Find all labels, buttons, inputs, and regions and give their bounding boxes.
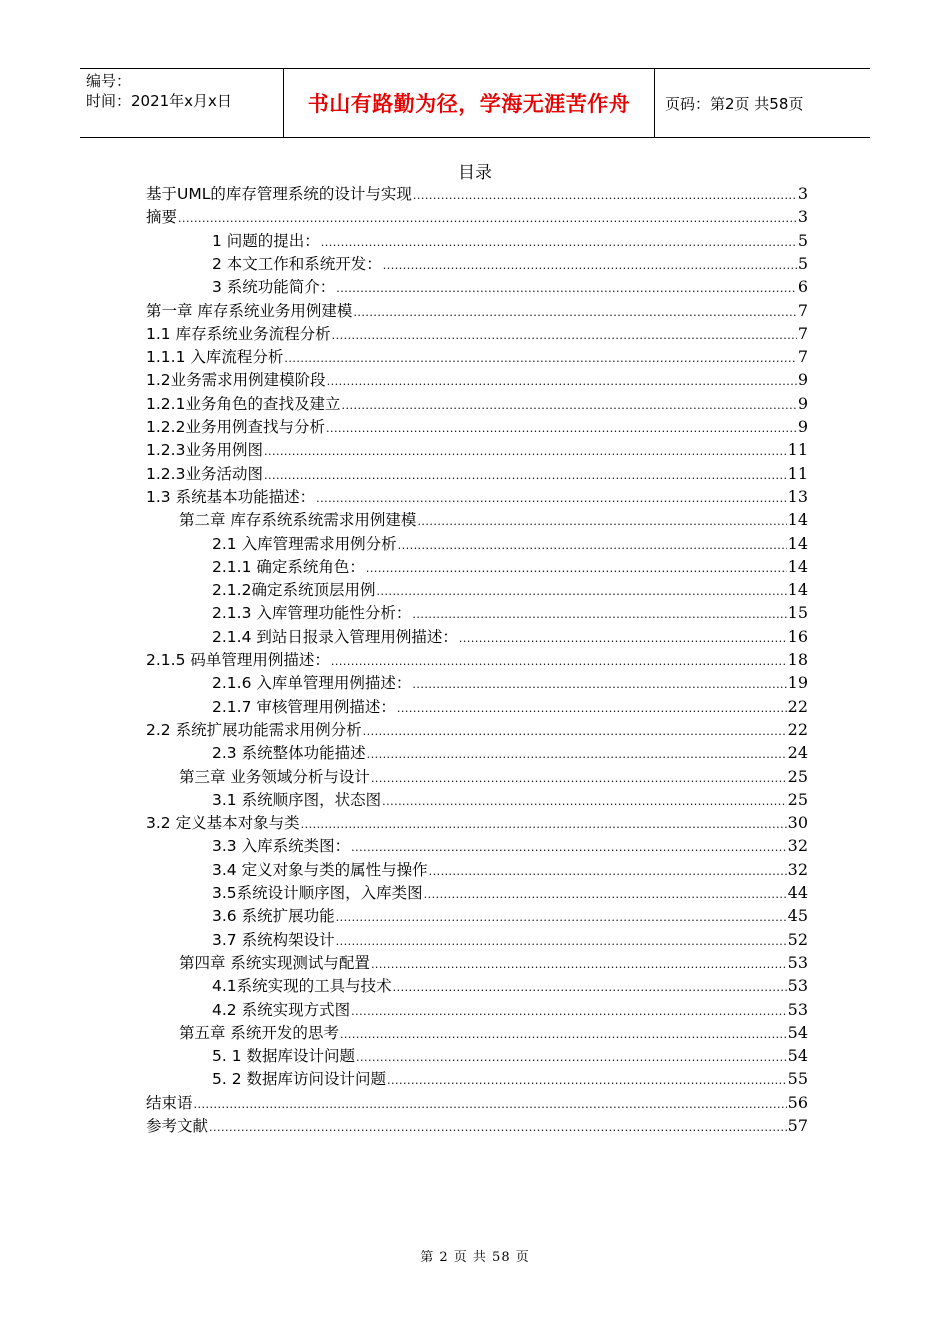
toc-leader [398, 534, 787, 557]
toc-title: 目录 [458, 163, 492, 183]
toc-entry[interactable] [146, 1114, 808, 1137]
toc-leader [367, 743, 787, 766]
toc-entry-label: 1.1 库存系统业务流程分析 [146, 324, 331, 343]
toc-leader [336, 930, 787, 953]
toc-entry[interactable] [212, 532, 808, 555]
toc-entry[interactable] [212, 858, 808, 881]
toc-leader [178, 207, 797, 230]
toc-entry-page: 18 [787, 650, 808, 669]
header-number-label: 编号： [86, 72, 132, 90]
toc-entry[interactable] [146, 322, 808, 345]
toc-entry-page: 53 [787, 952, 808, 972]
toc-entry-label: 2.1.7 审核管理用例描述： [212, 697, 396, 716]
toc-entry-label: 2.1.5 码单管理用例描述： [146, 651, 330, 669]
toc-entry-page: 9 [797, 370, 808, 390]
toc-entry-page: 7 [797, 300, 808, 320]
toc-entry-page: 16 [787, 626, 808, 646]
toc-entry[interactable] [179, 951, 808, 974]
toc-entry-label: 2.1.2确定系统顶层用例 [212, 581, 376, 600]
toc-entry-label: 2.1.1 确定系统角色： [212, 557, 365, 576]
toc-entry-page: 14 [787, 533, 808, 553]
toc-leader [301, 813, 787, 836]
toc-entry[interactable] [146, 648, 808, 671]
toc-entry-page: 22 [787, 719, 808, 739]
toc-entry-page: 54 [787, 1022, 808, 1042]
header-meta [80, 69, 283, 137]
toc-entry[interactable] [146, 392, 808, 415]
toc-entry[interactable] [146, 1091, 808, 1114]
toc-leader [413, 184, 797, 207]
toc-entry-label: 摘要 [146, 208, 178, 227]
toc-entry[interactable] [212, 601, 808, 624]
toc-leader [397, 697, 787, 720]
header-motto-cell [283, 69, 655, 137]
toc-entry-label: 5. 1 数据库设计问题 [212, 1047, 356, 1066]
toc-entry[interactable] [212, 881, 808, 904]
toc-entry[interactable] [212, 928, 808, 951]
toc-leader [366, 557, 787, 580]
toc-leader [382, 790, 787, 813]
toc-leader [284, 347, 796, 370]
toc-entry[interactable] [212, 834, 808, 857]
toc-leader [336, 906, 787, 929]
toc-entry-page: 25 [787, 789, 808, 809]
header-date-label: 时间：2021年x月x日 [86, 92, 232, 110]
toc-entry[interactable] [212, 578, 808, 601]
toc-leader [412, 673, 786, 696]
page-header [80, 68, 870, 138]
toc-entry-page: 5 [797, 253, 808, 273]
toc-entry[interactable] [146, 438, 808, 461]
toc-leader [376, 580, 786, 603]
toc-entry[interactable] [146, 182, 808, 205]
toc-entry[interactable] [212, 998, 808, 1021]
toc-entry-page: 25 [787, 766, 808, 786]
toc-entry-label: 4.2 系统实现方式图 [212, 1000, 351, 1019]
toc-entry-page: 24 [787, 743, 808, 763]
toc-leader [264, 440, 787, 463]
toc-entry-label: 1.2.3业务用例图 [146, 441, 263, 460]
toc-entry[interactable] [212, 741, 808, 764]
toc-leader [341, 394, 796, 417]
toc-entry-label: 2.1.4 到站日报录入管理用例描述： [212, 627, 458, 646]
page-footer: 第 2 页 共 58 页 [420, 1250, 530, 1265]
toc-entry[interactable] [212, 625, 808, 648]
toc-entry-label: 1.2.3业务活动图 [146, 464, 263, 483]
toc-leader [351, 836, 787, 859]
toc-entry-label: 4.1系统实现的工具与技术 [212, 977, 392, 996]
toc-entry[interactable] [212, 555, 808, 578]
toc-entry-page: 3 [797, 207, 808, 227]
toc-entry[interactable] [212, 1044, 808, 1067]
toc-leader [351, 1000, 787, 1023]
toc-entry-label: 参考文献 [146, 1117, 209, 1135]
toc-entry-label: 1.3 系统基本功能描述： [146, 487, 316, 506]
toc-entry[interactable] [146, 299, 808, 322]
toc-entry[interactable] [179, 1021, 808, 1044]
toc-entry-label: 1.2.2业务用例查找与分析 [146, 418, 325, 436]
toc-entry-label: 3.1 系统顺序图，状态图 [212, 790, 382, 809]
toc-entry-label: 第四章 系统实现测试与配置 [179, 953, 370, 972]
toc-leader [383, 254, 797, 277]
toc-leader [332, 324, 797, 347]
toc-entry-label: 第一章 库存系统业务用例建模 [146, 301, 353, 320]
toc-leader [371, 953, 787, 976]
toc-leader [356, 1046, 787, 1069]
toc-leader [327, 370, 797, 393]
toc-entry[interactable] [146, 718, 808, 741]
toc-leader [340, 1023, 787, 1046]
toc-entry-page: 7 [797, 347, 808, 367]
toc-entry[interactable] [146, 462, 808, 485]
toc-entry-page: 14 [787, 580, 808, 600]
toc-leader [412, 603, 786, 626]
toc-entry-label: 3.4 定义对象与类的属性与操作 [212, 860, 428, 879]
toc-leader [336, 277, 797, 300]
toc-entry[interactable] [212, 1067, 808, 1090]
toc-entry[interactable] [146, 205, 808, 228]
toc-leader [424, 883, 787, 906]
toc-leader [321, 231, 797, 254]
toc-entry-label: 3.7 系统构架设计 [212, 930, 335, 949]
toc-leader [194, 1093, 787, 1116]
toc-entry-label: 1.1.1 入库流程分析 [146, 348, 284, 367]
toc-entry-label: 5. 2 数据库访问设计问题 [212, 1070, 387, 1089]
toc-entry-label: 1.2.1业务角色的查找及建立 [146, 394, 341, 413]
toc-entry-page: 5 [797, 230, 808, 250]
toc-entry-label: 3.5系统设计顺序图，入库类图 [212, 884, 423, 902]
toc-leader [393, 976, 787, 999]
toc-entry-page: 30 [787, 813, 808, 833]
toc-entry-label: 第二章 库存系统系统需求用例建模 [179, 511, 417, 530]
toc-entry-page: 3 [797, 184, 808, 203]
header-page-info: 页码：第2页 共58页 [665, 94, 804, 113]
toc-entry[interactable] [212, 275, 808, 298]
toc-entry[interactable] [146, 811, 808, 834]
toc-entry-page: 15 [787, 603, 808, 623]
toc-leader [371, 767, 787, 790]
toc-entry-page: 55 [787, 1069, 808, 1089]
toc-entry-page: 9 [797, 393, 808, 413]
toc-leader [209, 1116, 787, 1139]
toc-entry-label: 2 本文工作和系统开发： [212, 254, 382, 273]
toc-entry-page: 19 [787, 673, 808, 693]
toc-entry-label: 1.2业务需求用例建模阶段 [146, 371, 326, 390]
toc-entry-page: 54 [787, 1046, 808, 1066]
toc-entry[interactable] [212, 788, 808, 811]
toc-entry-page: 11 [787, 440, 808, 460]
toc-leader [363, 720, 787, 743]
toc-entry[interactable] [146, 368, 808, 391]
toc-entry-page: 32 [787, 836, 808, 856]
toc-entry[interactable] [212, 671, 808, 694]
toc-entry[interactable] [212, 252, 808, 275]
toc-entry-page: 7 [797, 323, 808, 343]
toc-entry-label: 3.2 定义基本对象与类 [146, 814, 300, 833]
toc-entry-label: 3 系统功能简介： [212, 278, 336, 297]
toc-entry-label: 3.3 入库系统类图： [212, 837, 351, 856]
toc-entry-label: 2.1 入库管理需求用例分析 [212, 534, 397, 553]
toc-entry-label: 2.1.6 入库单管理用例描述： [212, 674, 412, 693]
toc-entry-page: 6 [797, 277, 808, 297]
toc-entry[interactable] [179, 508, 808, 531]
toc-leader [353, 301, 796, 324]
toc-entry-page: 56 [787, 1092, 808, 1112]
toc-entry[interactable] [212, 229, 808, 252]
toc-entry-page: 9 [797, 417, 808, 436]
toc-leader [316, 487, 787, 510]
toc-entry-label: 第五章 系统开发的思考 [179, 1023, 339, 1042]
toc-leader [326, 417, 797, 440]
toc-entry-label: 结束语 [146, 1093, 193, 1112]
toc-entry-page: 14 [787, 556, 808, 576]
toc-entry-page: 45 [787, 906, 808, 926]
toc-entry-label: 1 问题的提出： [212, 231, 320, 250]
toc-leader [387, 1069, 787, 1092]
toc-entry[interactable] [146, 415, 808, 438]
toc-leader [331, 650, 787, 673]
toc-entry-page: 14 [787, 510, 808, 530]
toc-entry-label: 2.2 系统扩展功能需求用例分析 [146, 720, 362, 739]
toc-entry-label: 2.1.3 入库管理功能性分析： [212, 604, 412, 623]
toc-entry-page: 32 [787, 859, 808, 879]
toc-entry-page: 53 [787, 999, 808, 1019]
toc-entry[interactable] [179, 765, 808, 788]
toc-leader [264, 464, 787, 487]
toc-leader [429, 860, 787, 883]
toc-entry[interactable] [146, 345, 808, 368]
toc-entry-page: 22 [787, 696, 808, 716]
toc-entry-page: 13 [787, 486, 808, 506]
toc-entry-page: 11 [787, 463, 808, 483]
toc-entry-page: 44 [787, 883, 808, 902]
toc-entry-label: 2.3 系统整体功能描述 [212, 744, 366, 763]
toc-entry-label: 3.6 系统扩展功能 [212, 907, 335, 926]
toc-entry-page: 53 [787, 976, 808, 996]
toc-entry[interactable] [212, 904, 808, 927]
toc-entry[interactable] [212, 695, 808, 718]
toc-entry[interactable] [146, 485, 808, 508]
toc-entry-label: 第三章 业务领域分析与设计 [179, 767, 370, 786]
toc-entry-label: 基于UML的库存管理系统的设计与实现 [146, 185, 412, 203]
toc-leader [459, 627, 787, 650]
toc-leader [417, 510, 786, 533]
toc-entry-page: 52 [787, 929, 808, 949]
header-motto: 书山有路勤为径，学海无涯苦作舟 [307, 92, 631, 116]
toc-entry-page: 57 [787, 1116, 808, 1135]
toc-entry[interactable] [212, 974, 808, 997]
